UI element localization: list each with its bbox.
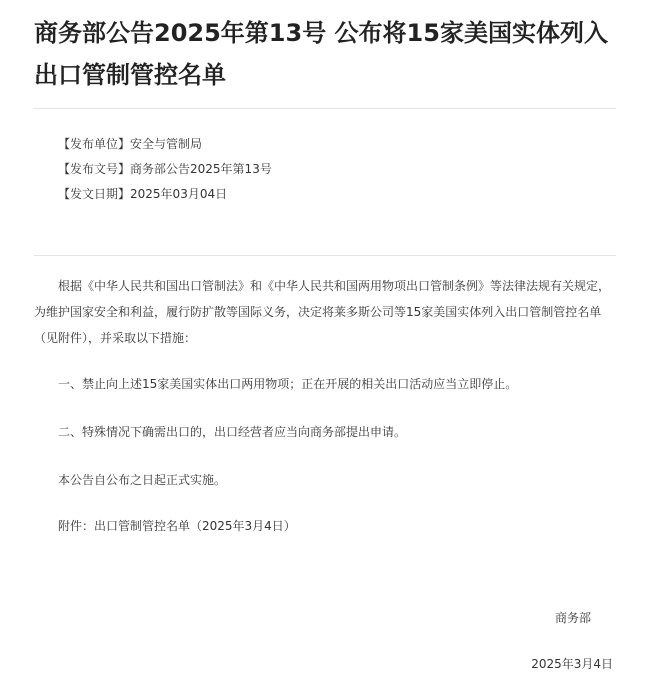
paragraph-intro: 根据《中华人民共和国出口管制法》和《中华人民共和国两用物项出口管制条例》等法律法规有关规定，为维护国家安全和利益，履行防扩散等国际义务，决定将莱多斯公司等15家美国实体列入出口管制管控名单（见附件），并采取以下措施： — [34, 279, 611, 345]
meta-docno-label: 【发布文号】 — [58, 162, 131, 176]
article-title: 商务部公告2025年第13号 公布将15家美国实体列入出口管制管控名单 — [34, 19, 608, 89]
meta-issuer-label: 【发布单位】 — [58, 137, 131, 151]
meta-date-value: 2025年03月04日 — [130, 187, 228, 201]
title-divider — [34, 108, 616, 109]
article-meta — [58, 132, 578, 207]
signature-date: 2025年3月4日 — [531, 657, 613, 671]
meta-issuer-value: 安全与管制局 — [130, 137, 203, 151]
meta-docno-value: 商务部公告2025年第13号 — [130, 162, 272, 176]
paragraph-measure-2: 二、特殊情况下确需出口的，出口经营者应当向商务部提出申请。 — [58, 425, 407, 439]
paragraph-effective: 本公告自公布之日起正式实施。 — [58, 473, 227, 487]
meta-date — [58, 182, 578, 207]
paragraph-measure-1: 一、禁止向上述15家美国实体出口两用物项；正在开展的相关出口活动应当立即停止。 — [58, 377, 518, 391]
paragraph-attachment: 附件：出口管制管控名单（2025年3月4日） — [58, 519, 296, 533]
signature-issuer: 商务部 — [554, 611, 591, 625]
meta-issuer — [58, 132, 578, 157]
meta-divider — [34, 255, 616, 256]
meta-docno — [58, 157, 578, 182]
meta-date-label: 【发文日期】 — [58, 187, 131, 201]
